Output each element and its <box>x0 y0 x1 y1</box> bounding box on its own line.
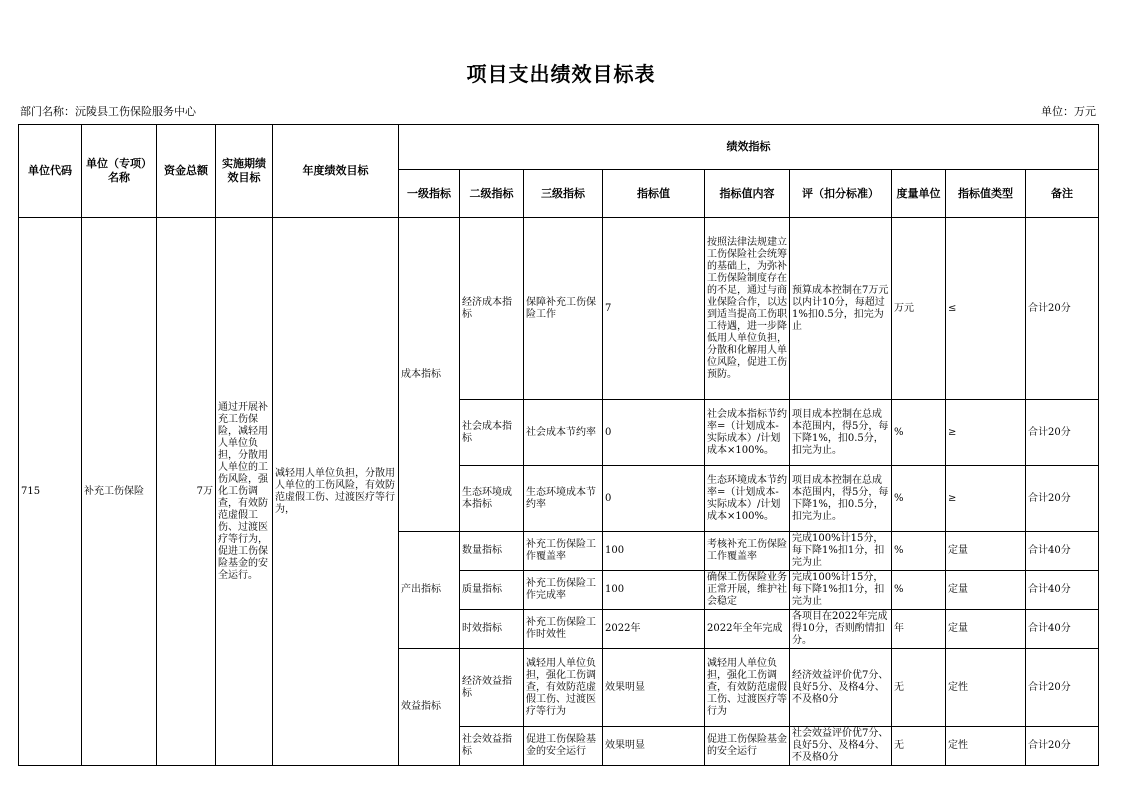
value-content-cell: 生态环境成本节约率=（计划成本-实际成本）/计划成本×100%。 <box>705 466 790 532</box>
level3-cell: 促进工伤保险基金的安全运行 <box>524 727 603 766</box>
scoring-cell: 社会效益评价优7分、良好5分、及格4分、不及格0分 <box>790 727 892 766</box>
remark-cell: 合计40分 <box>1026 571 1099 610</box>
remark-cell: 合计20分 <box>1026 466 1099 532</box>
value-content-cell: 促进工伤保险基金的安全运行 <box>705 727 790 766</box>
value-content-cell: 减轻用人单位负担，强化工伤调查，有效防范虚假工伤、过渡医疗等行为 <box>705 649 790 727</box>
value-type-cell: 定量 <box>946 532 1026 571</box>
fund-total-cell: 7万 <box>157 218 216 766</box>
value-type-cell: ≥ <box>946 466 1026 532</box>
level1-benefit: 效益指标 <box>399 649 460 766</box>
level3-cell: 生态环境成本节约率 <box>524 466 603 532</box>
performance-table <box>18 124 1099 766</box>
scoring-cell: 各项目在2022年完成得10分，否则酌情扣分。 <box>790 610 892 649</box>
value-content-cell: 确保工伤保险业务正常开展，维护社会稳定 <box>705 571 790 610</box>
scoring-cell: 完成100%计15分，每下降1%扣1分，扣完为止 <box>790 571 892 610</box>
level2-cell: 生态环境成本指标 <box>460 466 524 532</box>
value-type-cell: 定量 <box>946 610 1026 649</box>
value-cell: 2022年 <box>603 610 705 649</box>
value-cell: 效果明显 <box>603 727 705 766</box>
measure-unit-cell: % <box>892 532 946 571</box>
value-type-cell: ≤ <box>946 218 1026 400</box>
level3-cell: 减轻用人单位负担，强化工伤调查，有效防范虚假工伤、过渡医疗等行为 <box>524 649 603 727</box>
header-annual-goal: 年度绩效目标 <box>273 125 399 218</box>
header-level3: 三级指标 <box>524 170 603 218</box>
annual-goal-cell: 减轻用人单位负担，分散用人单位的工伤风险，有效防范虚假工伤、过渡医疗等行为， <box>273 218 399 766</box>
measure-unit-cell: 万元 <box>892 218 946 400</box>
scoring-cell: 项目成本控制在总成本范围内，得5分，每下降1%，扣0.5分，扣完为止。 <box>790 400 892 466</box>
level2-cell: 数量指标 <box>460 532 524 571</box>
value-content-cell: 按照法律法规建立工伤保险社会统筹的基础上，为弥补工伤保险制度存在的不足，通过与商业保险合作，以达到适当提高工伤职工待遇，进一步降低用人单位负担，分散和化解用人单位风险，促进工伤预防。 <box>705 218 790 400</box>
value-type-cell: 定量 <box>946 571 1026 610</box>
level1-cost: 成本指标 <box>399 218 460 532</box>
header-measure-unit: 度量单位 <box>892 170 946 218</box>
level2-cell: 经济效益指标 <box>460 649 524 727</box>
measure-unit-cell: % <box>892 571 946 610</box>
value-type-cell: 定性 <box>946 727 1026 766</box>
measure-unit-cell: % <box>892 400 946 466</box>
header-value-content: 指标值内容 <box>705 170 790 218</box>
header-value-type: 指标值类型 <box>946 170 1026 218</box>
level3-cell: 补充工伤保险工作时效性 <box>524 610 603 649</box>
page-title: 项目支出绩效目标表 <box>466 62 656 86</box>
unit-label: 单位：万元 <box>1041 105 1096 118</box>
remark-cell: 合计20分 <box>1026 218 1099 400</box>
header-indicators: 绩效指标 <box>399 125 1099 170</box>
remark-cell: 合计20分 <box>1026 649 1099 727</box>
measure-unit-cell: % <box>892 466 946 532</box>
level3-cell: 保障补充工伤保险工作 <box>524 218 603 400</box>
level2-cell: 社会效益指标 <box>460 727 524 766</box>
remark-cell: 合计20分 <box>1026 400 1099 466</box>
unit-code-cell: 715 <box>19 218 82 766</box>
value-type-cell: 定性 <box>946 649 1026 727</box>
header-row-1 <box>19 125 1099 170</box>
header-period-goal: 实施期绩效目标 <box>216 125 273 218</box>
level2-cell: 质量指标 <box>460 571 524 610</box>
scoring-cell: 经济效益评价优7分、良好5分、及格4分、不及格0分 <box>790 649 892 727</box>
level1-output: 产出指标 <box>399 532 460 649</box>
level3-cell: 补充工伤保险工作覆盖率 <box>524 532 603 571</box>
measure-unit-cell: 无 <box>892 649 946 727</box>
value-cell: 0 <box>603 466 705 532</box>
value-cell: 100 <box>603 571 705 610</box>
level3-cell: 社会成本节约率 <box>524 400 603 466</box>
scoring-cell: 预算成本控制在7万元以内计10分，每超过1%扣0.5分，扣完为止 <box>790 218 892 400</box>
period-goal-cell: 通过开展补充工伤保险，减轻用人单位负担，分散用人单位的工伤风险，强化工伤调查，有效防范虚假工伤、过渡医疗等行为，促进工伤保险基金的安全运行。 <box>216 218 273 766</box>
value-content-cell: 2022年全年完成 <box>705 610 790 649</box>
value-content-cell: 社会成本指标节约率=（计划成本-实际成本）/计划成本×100%。 <box>705 400 790 466</box>
level3-cell: 补充工伤保险工作完成率 <box>524 571 603 610</box>
value-cell: 100 <box>603 532 705 571</box>
measure-unit-cell: 年 <box>892 610 946 649</box>
department-name: 部门名称：沅陵县工伤保险服务中心 <box>20 105 196 118</box>
value-content-cell: 考核补充工伤保险工作覆盖率 <box>705 532 790 571</box>
remark-cell: 合计40分 <box>1026 532 1099 571</box>
value-cell: 0 <box>603 400 705 466</box>
value-cell: 7 <box>603 218 705 400</box>
header-level1: 一级指标 <box>399 170 460 218</box>
unit-name-cell: 补充工伤保险 <box>82 218 157 766</box>
header-unit-name: 单位（专项）名称 <box>82 125 157 218</box>
scoring-cell: 项目成本控制在总成本范围内，得5分，每下降1%，扣0.5分，扣完为止。 <box>790 466 892 532</box>
header-scoring: 评（扣分标准） <box>790 170 892 218</box>
table-row <box>19 218 1099 400</box>
level2-cell: 时效指标 <box>460 610 524 649</box>
header-unit-code: 单位代码 <box>19 125 82 218</box>
value-cell: 效果明显 <box>603 649 705 727</box>
header-value: 指标值 <box>603 170 705 218</box>
header-fund-total: 资金总额 <box>157 125 216 218</box>
header-level2: 二级指标 <box>460 170 524 218</box>
remark-cell: 合计20分 <box>1026 727 1099 766</box>
value-type-cell: ≥ <box>946 400 1026 466</box>
remark-cell: 合计40分 <box>1026 610 1099 649</box>
level2-cell: 经济成本指标 <box>460 218 524 400</box>
level2-cell: 社会成本指标 <box>460 400 524 466</box>
header-remark: 备注 <box>1026 170 1099 218</box>
measure-unit-cell: 无 <box>892 727 946 766</box>
scoring-cell: 完成100%计15分，每下降1%扣1分，扣完为止 <box>790 532 892 571</box>
